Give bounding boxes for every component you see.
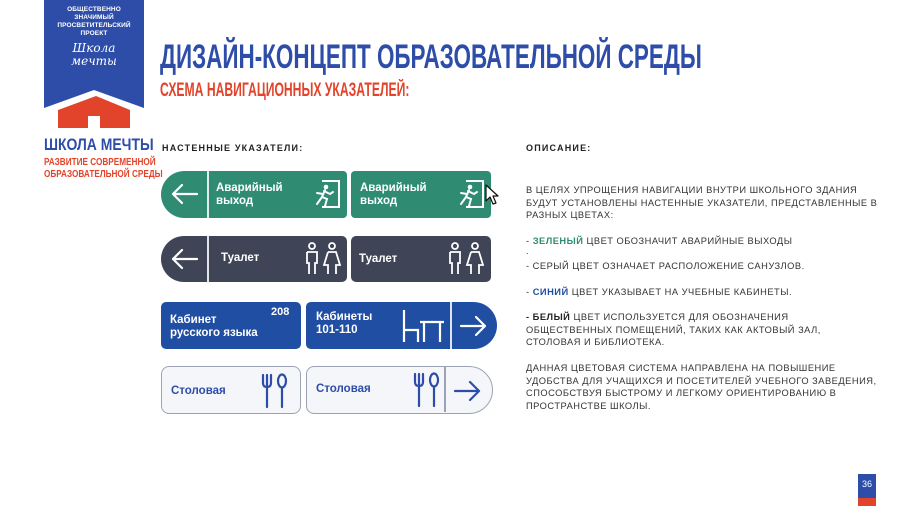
canteen-sign-left bbox=[161, 366, 301, 414]
canteen-sign-right bbox=[306, 366, 493, 414]
classroom-sign bbox=[161, 302, 301, 349]
fork-spoon-icon bbox=[412, 372, 442, 408]
canteen-label: Столовая bbox=[171, 385, 226, 397]
arrow-left-icon bbox=[171, 183, 199, 205]
page-number: 36 bbox=[858, 474, 876, 506]
exit-sign-left bbox=[161, 171, 347, 218]
arrow-left-icon bbox=[171, 248, 199, 270]
description-conclusion: ДАННАЯ ЦВЕТОВАЯ СИСТЕМА НАПРАВЛЕНА НА ПОВЫШЕНИЕ УДОБСТВА ДЛЯ УЧАЩИХСЯ И ПОСЕТИТЕЛЕЙ УЧЕБНОГО ЗАВЕДЕНИЯ, СПОСОБСТВУЯ БЫСТРОМУ И ЛЕГКОМУ ОРИЕНТИРОВАНИЮ В ПРОСТРАНСТВЕ ШКОЛЫ. bbox=[526, 363, 877, 411]
sign-divider bbox=[207, 171, 209, 218]
desk-chair-icon bbox=[400, 308, 446, 344]
toilet-people-icon bbox=[445, 242, 485, 276]
room-number: 208 bbox=[271, 306, 290, 318]
toilet-label: Туалет bbox=[359, 253, 398, 265]
toilet-sign-left bbox=[161, 236, 347, 282]
fork-spoon-icon bbox=[260, 373, 290, 409]
logo-tagline: ОБЩЕСТВЕННО ЗНАЧИМЫЙ ПРОСВЕТИТЕЛЬСКИЙ ПРОЕКТ bbox=[57, 6, 131, 37]
exit-label: Аварийный выход bbox=[360, 182, 427, 207]
description-white: - БЕЛЫЙ ЦВЕТ ИСПОЛЬЗУЕТСЯ ДЛЯ ОБОЗНАЧЕНИЯ ОБЩЕСТВЕННЫХ ПОМЕЩЕНИЙ, ТАКИХ КАК АКТОВЫЙ ЗАЛ, СТОЛОВАЯ И БИБЛИОТЕКА. bbox=[526, 312, 821, 348]
signs-heading: НАСТЕННЫЕ УКАЗАТЕЛИ: bbox=[162, 143, 304, 153]
page-title: ДИЗАЙН-КОНЦЕПТ ОБРАЗОВАТЕЛЬНОЙ СРЕДЫ bbox=[160, 38, 702, 76]
description-intro: В ЦЕЛЯХ УПРОЩЕНИЯ НАВИГАЦИИ ВНУТРИ ШКОЛЬНОГО ЗДАНИЯ БУДУТ УСТАНОВЛЕНЫ НАСТЕННЫЕ УКАЗАТЕЛИ, ПРЕДСТАВЛЕННЫЕ В РАЗНЫХ ЦВЕТАХ: bbox=[526, 185, 878, 221]
brand-name: ШКОЛА МЕЧТЫ bbox=[44, 135, 154, 154]
classrooms-label: Кабинеты 101-110 bbox=[316, 311, 373, 336]
toilet-people-icon bbox=[302, 242, 342, 276]
brand-subtitle: РАЗВИТИЕ СОВРЕМЕННОЙ ОБРАЗОВАТЕЛЬНОЙ СРЕДЫ bbox=[44, 157, 163, 180]
sign-divider bbox=[444, 367, 446, 412]
classroom-label: Кабинет русского языка bbox=[170, 314, 258, 339]
exit-sign-right bbox=[351, 171, 491, 218]
sign-divider bbox=[207, 236, 209, 282]
cursor-icon bbox=[482, 183, 502, 207]
page-subtitle: СХЕМА НАВИГАЦИОННЫХ УКАЗАТЕЛЕЙ: bbox=[160, 80, 410, 101]
description-blue: - СИНИЙ ЦВЕТ УКАЗЫВАЕТ НА УЧЕБНЫЕ КАБИНЕТЫ. bbox=[526, 287, 793, 297]
toilet-sign-right bbox=[351, 236, 491, 282]
classrooms-sign bbox=[306, 302, 497, 349]
description-dot: . bbox=[526, 246, 530, 256]
logo-script-text: Школа мечты bbox=[71, 41, 117, 68]
exit-label: Аварийный выход bbox=[216, 182, 283, 207]
arrow-right-icon bbox=[453, 380, 481, 402]
project-logo bbox=[44, 0, 144, 128]
sign-divider bbox=[450, 302, 452, 349]
description-gray: - СЕРЫЙ ЦВЕТ ОЗНАЧАЕТ РАСПОЛОЖЕНИЕ САНУЗЛОВ. bbox=[526, 261, 805, 271]
page-number-accent bbox=[858, 498, 876, 506]
arrow-right-icon bbox=[459, 315, 487, 337]
canteen-label: Столовая bbox=[316, 383, 371, 395]
toilet-label: Туалет bbox=[221, 252, 260, 264]
emergency-exit-icon bbox=[313, 179, 341, 209]
description-heading: ОПИСАНИЕ: bbox=[526, 143, 592, 153]
emergency-exit-icon bbox=[457, 179, 485, 209]
description-green: - ЗЕЛЕНЫЙ ЦВЕТ ОБОЗНАЧИТ АВАРИЙНЫЕ ВЫХОДЫ bbox=[526, 236, 793, 246]
house-roof-icon bbox=[44, 86, 144, 128]
